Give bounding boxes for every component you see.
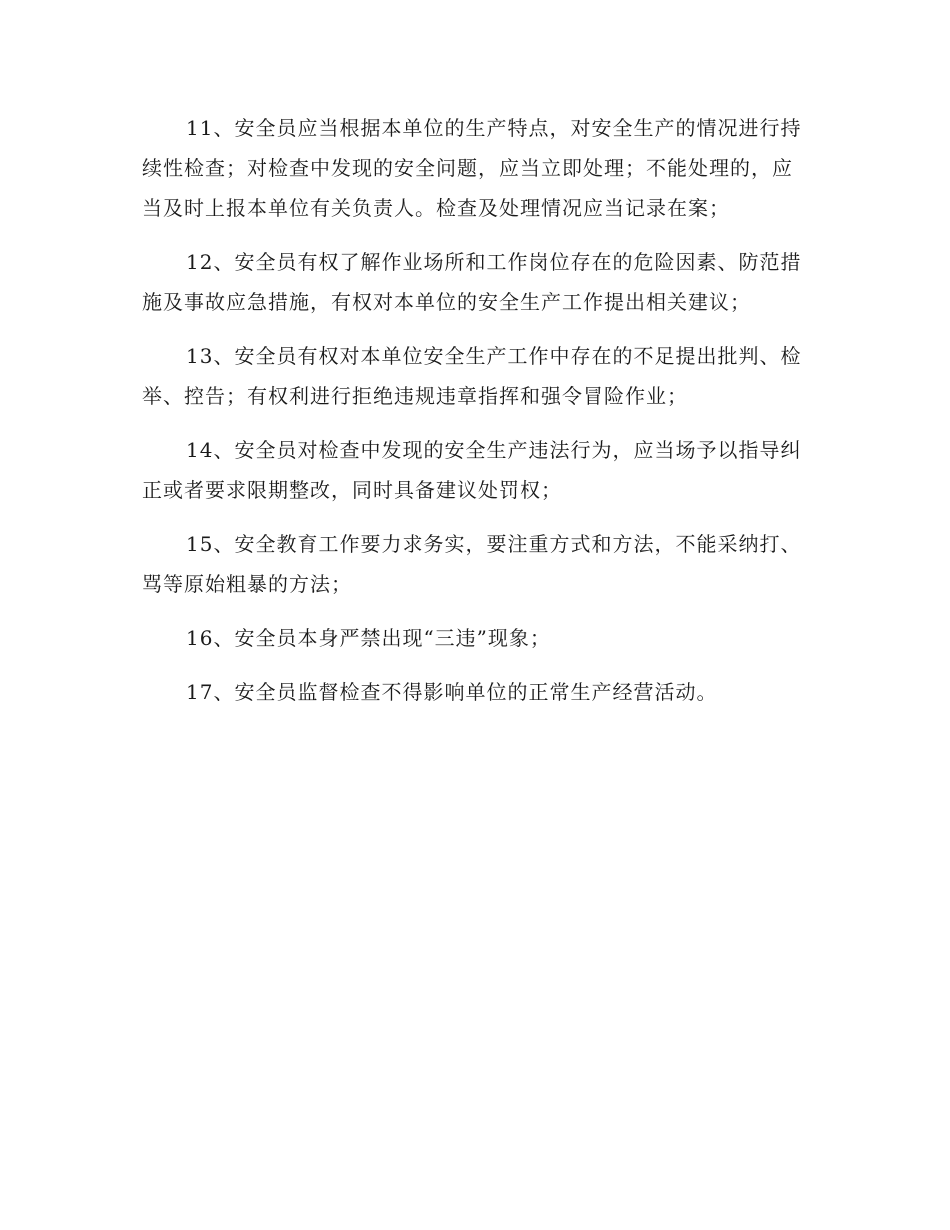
paragraph-14: 14、安全员对检查中发现的安全生产违法行为，应当场予以指导纠正或者要求限期整改，同时具备建议处罚权；: [142, 438, 802, 502]
paragraph-15: 15、安全教育工作要力求务实，要注重方式和方法，不能采纳打、骂等原始粗暴的方法；: [142, 532, 802, 596]
paragraph-11: 11、安全员应当根据本单位的生产特点，对安全生产的情况进行持续性检查；对检查中发现的安全问题，应当立即处理；不能处理的，应当及时上报本单位有关负责人。检查及处理情况应当记录在案；: [142, 116, 802, 220]
document-body: [142, 108, 802, 726]
paragraph-17: 17、安全员监督检查不得影响单位的正常生产经营活动。: [186, 680, 718, 704]
paragraph-12: 12、安全员有权了解作业场所和工作岗位存在的危险因素、防范措施及事故应急措施，有权对本单位的安全生产工作提出相关建议；: [142, 250, 802, 314]
paragraph-13: 13、安全员有权对本单位安全生产工作中存在的不足提出批判、检举、控告；有权利进行拒绝违规违章指挥和强令冒险作业；: [142, 344, 802, 408]
paragraph-16: 16、安全员本身严禁出现“三违”现象；: [186, 626, 551, 650]
